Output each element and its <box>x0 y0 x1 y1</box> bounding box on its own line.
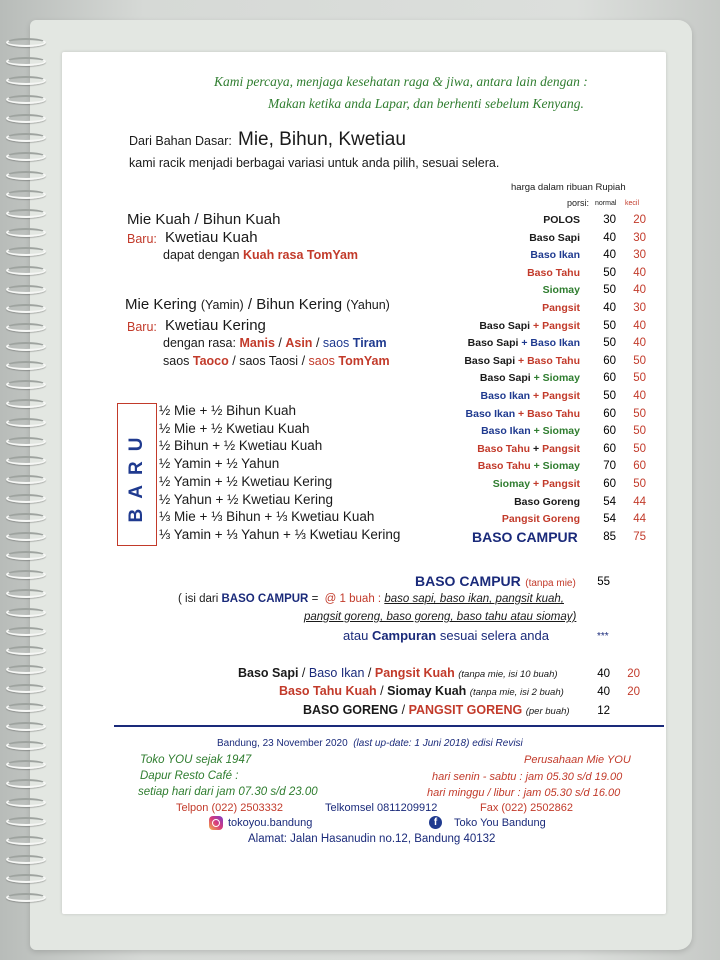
price-normal: 50 <box>603 337 616 350</box>
spiral-ring <box>6 475 46 484</box>
price-row-label-part: Baso Sapi <box>467 337 519 350</box>
extra-row-3-normal: 12 <box>597 705 610 717</box>
price-row-label-part: Baso Ikan <box>465 407 516 420</box>
price-row-label-part: Pangsit <box>542 390 580 402</box>
porsi-label: porsi: <box>567 198 590 208</box>
spiral-ring <box>6 646 46 655</box>
footer-date-line: Bandung, 23 November 2020 (last up-date: 1 Juni 2018) edisi Revisi <box>217 738 523 749</box>
price-kecil: 44 <box>633 513 646 526</box>
price-row-label-part: Siomay <box>542 372 580 385</box>
spiral-ring <box>6 95 46 104</box>
price-row-label <box>542 302 580 314</box>
combo-item: ⅓ Mie + ⅓ Bihun + ⅓ Kwetiau Kuah <box>159 509 375 525</box>
price-row-label-part: Baso Tahu <box>527 407 580 420</box>
price-kecil: 50 <box>633 354 646 367</box>
combo-item: ½ Yahun + ½ Kwetiau Kering <box>159 491 333 507</box>
price-row-label-part: Pangsit Goreng <box>501 513 580 526</box>
spiral-ring <box>6 76 46 85</box>
tagline-line-1: Kami percaya, menjaga kesehatan raga & jiwa, antara lain dengan : <box>214 74 588 89</box>
spiral-ring <box>6 209 46 218</box>
price-row-label-part: POLOS <box>543 214 580 226</box>
tagline-line-2: Makan ketika anda Lapar, dan berhenti sebelum Kenyang. <box>268 96 584 111</box>
price-row-label-part: Baso Tahu <box>527 354 580 367</box>
footer-perusahaan: Perusahaan Mie YOU <box>524 754 631 766</box>
price-normal: 54 <box>603 495 616 508</box>
porsi-normal: normal <box>595 200 617 207</box>
spiral-ring <box>6 437 46 446</box>
combo-item: ½ Yamin + ½ Kwetiau Kering <box>159 473 333 489</box>
footer-toko: Toko YOU sejak 1947 <box>140 754 252 766</box>
baso-campur-desc-1: ( isi dari BASO CAMPUR = @ 1 buah : baso sapi, baso ikan, pangsit kuah, <box>178 593 564 605</box>
spiral-ring <box>6 285 46 294</box>
kuah-item: Kwetiau Kuah <box>165 229 258 246</box>
footer-facebook: Toko You Bandung <box>454 817 546 829</box>
combo-item: ⅓ Yamin + ⅓ Yahun + ⅓ Kwetiau Kering <box>159 526 401 542</box>
baso-campur-desc-2: pangsit goreng, baso goreng, baso tahu atau siomay) <box>304 611 577 623</box>
price-kecil: 40 <box>633 337 646 350</box>
intro-sub: kami racik menjadi berbagai variasi untuk anda pilih, sesuai selera. <box>129 156 500 170</box>
footer-minggu: hari minggu / libur : jam 05.30 s/d 16.00 <box>427 787 621 799</box>
price-row-label <box>514 496 580 508</box>
price-normal: 54 <box>603 513 616 526</box>
footer-fax: Fax (022) 2502862 <box>480 802 573 814</box>
menu-page <box>62 52 666 914</box>
price-kecil: 40 <box>633 284 646 297</box>
price-row-label-part: Baso Ikan <box>481 425 531 438</box>
price-row-label-part: + <box>530 460 543 473</box>
price-row-label <box>478 460 580 472</box>
spiral-ring <box>6 133 46 142</box>
price-row-label-part: Baso Sapi <box>479 372 531 385</box>
price-row-label <box>468 337 580 349</box>
spiral-ring <box>6 114 46 123</box>
footer-dapur: Dapur Resto Café : <box>140 770 239 782</box>
price-kecil: 40 <box>633 266 646 279</box>
price-row-label-part: + <box>530 442 543 455</box>
footer-senin: hari senin - sabtu : jam 05.30 s/d 19.00 <box>432 771 623 783</box>
price-row-label-part: Baso Ikan <box>530 337 580 350</box>
price-row-label-part: + <box>530 372 543 385</box>
price-row-label-part: + <box>530 319 543 332</box>
baso-campur-stars: *** <box>597 631 609 642</box>
spiral-ring <box>6 665 46 674</box>
facebook-icon: f <box>429 816 442 829</box>
spiral-ring <box>6 836 46 845</box>
price-kecil: 50 <box>633 372 646 385</box>
price-row-label-part: + <box>530 425 543 438</box>
price-normal: 30 <box>603 214 616 226</box>
price-row-label <box>477 443 580 455</box>
extra-row-2-normal: 40 <box>597 686 610 698</box>
price-kecil: 30 <box>633 231 646 244</box>
price-row-label-part: Baso Sapi <box>464 354 516 367</box>
spiral-ring <box>6 152 46 161</box>
price-kecil: 44 <box>633 495 646 508</box>
combo-item: ½ Bihun + ½ Kwetiau Kuah <box>159 438 323 454</box>
kering-item: Kwetiau Kering <box>165 317 266 334</box>
spiral-ring <box>6 608 46 617</box>
price-kecil: 20 <box>633 214 646 226</box>
extra-row-1: Baso Sapi / Baso Ikan / Pangsit Kuah (tanpa mie, isi 10 buah) <box>238 666 558 680</box>
price-row-label <box>493 478 580 490</box>
price-row-label-part: + <box>530 478 543 490</box>
baso-campur-alone-price: 55 <box>597 576 610 588</box>
spiral-ring <box>6 551 46 560</box>
combo-item: ½ Yamin + ½ Yahun <box>159 456 280 472</box>
spiral-ring <box>6 684 46 693</box>
spiral-ring <box>6 190 46 199</box>
price-row-label <box>530 249 580 261</box>
spiral-binding <box>0 38 50 938</box>
price-row-label <box>529 232 580 244</box>
price-row-label <box>502 513 580 525</box>
price-normal: 40 <box>603 302 616 314</box>
footer-telpon: Telpon (022) 2503332 <box>176 802 284 814</box>
price-kecil: 50 <box>633 478 646 490</box>
kering-saos-line: saos Taoco / saos Taosi / saos TomYam <box>163 354 390 368</box>
footer-telkomsel: Telkomsel 0811209912 <box>325 802 438 814</box>
kering-title: Mie Kering (Yamin) / Bihun Kering (Yahun) <box>125 296 390 313</box>
price-kecil: 50 <box>633 442 646 455</box>
kering-rasa-line: dengan rasa: Manis / Asin / saos Tiram <box>163 336 387 350</box>
intro-main: Mie, Bihun, Kwetiau <box>238 129 406 150</box>
spiral-ring <box>6 228 46 237</box>
footer-setiap: setiap hari dari jam 07.30 s/d 23.00 <box>138 786 318 798</box>
price-row-label-part: Siomay <box>542 284 580 297</box>
baso-campur-desc-3: atau Campuran sesuai selera anda <box>343 628 549 643</box>
spiral-ring <box>6 760 46 769</box>
price-row-label <box>481 425 580 437</box>
spiral-ring <box>6 399 46 408</box>
kering-baru-label: Baru: <box>127 320 157 334</box>
baso-campur-row-label: BASO CAMPUR <box>472 529 578 545</box>
price-row-label-part: Baso Goreng <box>514 495 580 508</box>
price-normal: 60 <box>603 478 616 490</box>
spiral-ring <box>6 304 46 313</box>
spiral-ring <box>6 817 46 826</box>
spiral-ring <box>6 779 46 788</box>
price-normal: 70 <box>603 460 616 473</box>
instagram-icon <box>209 816 223 830</box>
extra-row-2-kecil: 20 <box>627 686 640 698</box>
price-row-label-part: Pangsit <box>542 319 580 332</box>
spiral-ring <box>6 741 46 750</box>
spiral-ring <box>6 874 46 883</box>
spiral-ring <box>6 722 46 731</box>
combo-item: ½ Mie + ½ Bihun Kuah <box>159 403 296 418</box>
spiral-ring <box>6 893 46 902</box>
price-row-label <box>480 372 580 384</box>
price-row-label-part: Baso Tahu <box>477 460 531 473</box>
price-normal: 50 <box>603 284 616 297</box>
baso-campur-kecil: 75 <box>633 531 646 543</box>
price-row-label <box>527 267 580 279</box>
footer-instagram: tokoyou.bandung <box>228 817 313 829</box>
spiral-ring <box>6 798 46 807</box>
price-normal: 40 <box>603 249 616 262</box>
price-row-label-part: Baso Tahu <box>477 442 531 455</box>
extra-row-1-normal: 40 <box>597 668 610 680</box>
price-normal: 60 <box>603 442 616 455</box>
price-normal: 50 <box>603 390 616 402</box>
price-normal: 60 <box>603 425 616 438</box>
intro-prefix: Dari Bahan Dasar: <box>129 134 232 148</box>
price-row-label-part: + <box>515 407 528 420</box>
price-normal: 60 <box>603 372 616 385</box>
price-row-label <box>543 214 580 226</box>
price-normal: 60 <box>603 354 616 367</box>
footer-alamat: Alamat: Jalan Hasanudin no.12, Bandung 40132 <box>248 833 496 845</box>
price-kecil: 40 <box>633 390 646 402</box>
price-row-label <box>543 284 580 296</box>
spiral-ring <box>6 494 46 503</box>
spiral-ring <box>6 456 46 465</box>
price-kecil: 30 <box>633 302 646 314</box>
price-row-label <box>464 355 580 367</box>
baso-campur-title: BASO CAMPUR (tanpa mie) <box>415 573 576 589</box>
price-row-label-part: Siomay <box>492 478 531 490</box>
porsi-kecil: kecil <box>625 200 640 207</box>
price-row-label-part: + <box>518 337 531 350</box>
baru-box <box>117 403 157 546</box>
price-row-label <box>479 320 580 332</box>
price-normal: 60 <box>603 407 616 420</box>
combo-item: ½ Mie + ½ Kwetiau Kuah <box>159 420 310 436</box>
kuah-note: dapat dengan Kuah rasa TomYam <box>163 248 359 262</box>
spiral-ring <box>6 323 46 332</box>
price-row-label-part: Baso Tahu <box>527 266 580 279</box>
spiral-ring <box>6 532 46 541</box>
spiral-ring <box>6 589 46 598</box>
price-row-label-part: Baso Ikan <box>480 390 531 402</box>
price-normal: 50 <box>603 319 616 332</box>
spiral-ring <box>6 171 46 180</box>
spiral-ring <box>6 418 46 427</box>
spiral-ring <box>6 38 46 47</box>
spiral-ring <box>6 361 46 370</box>
extra-row-1-kecil: 20 <box>627 668 640 680</box>
price-kecil: 50 <box>633 407 646 420</box>
price-row-label-part: Siomay <box>542 460 580 473</box>
price-row-label-part: Pangsit <box>542 302 580 314</box>
spiral-ring <box>6 380 46 389</box>
spiral-ring <box>6 513 46 522</box>
price-row-label-part: Pangsit <box>542 478 580 490</box>
baru-label: BARU <box>126 427 147 522</box>
price-row-label-part: Baso Ikan <box>530 249 580 262</box>
price-row-label <box>480 390 580 402</box>
extra-row-3: BASO GORENG / PANGSIT GORENG (per buah) <box>303 703 570 717</box>
price-row-label-part: Baso Sapi <box>479 319 531 332</box>
spiral-ring <box>6 855 46 864</box>
kuah-baru-label: Baru: <box>127 232 157 246</box>
price-row-label-part: Pangsit <box>542 442 580 455</box>
price-kecil: 60 <box>633 460 646 473</box>
price-row-label-part: + <box>530 390 543 402</box>
baso-campur-normal: 85 <box>603 531 616 543</box>
price-normal: 50 <box>603 266 616 279</box>
spiral-ring <box>6 247 46 256</box>
spiral-ring <box>6 570 46 579</box>
price-row-label-part: Siomay <box>542 425 580 438</box>
spiral-ring <box>6 57 46 66</box>
price-row-label <box>466 408 580 420</box>
price-row-label-part: Baso Sapi <box>529 231 580 244</box>
spiral-ring <box>6 266 46 275</box>
footer-divider <box>114 725 664 727</box>
price-kecil: 50 <box>633 425 646 438</box>
spiral-ring <box>6 342 46 351</box>
price-row-label-part: + <box>515 354 528 367</box>
price-kecil: 40 <box>633 319 646 332</box>
price-note: harga dalam ribuan Rupiah <box>511 182 626 193</box>
spiral-ring <box>6 703 46 712</box>
spiral-ring <box>6 627 46 636</box>
price-kecil: 30 <box>633 249 646 262</box>
kuah-title: Mie Kuah / Bihun Kuah <box>127 211 281 228</box>
price-normal: 40 <box>603 231 616 244</box>
extra-row-2: Baso Tahu Kuah / Siomay Kuah (tanpa mie, isi 2 buah) <box>279 684 564 698</box>
